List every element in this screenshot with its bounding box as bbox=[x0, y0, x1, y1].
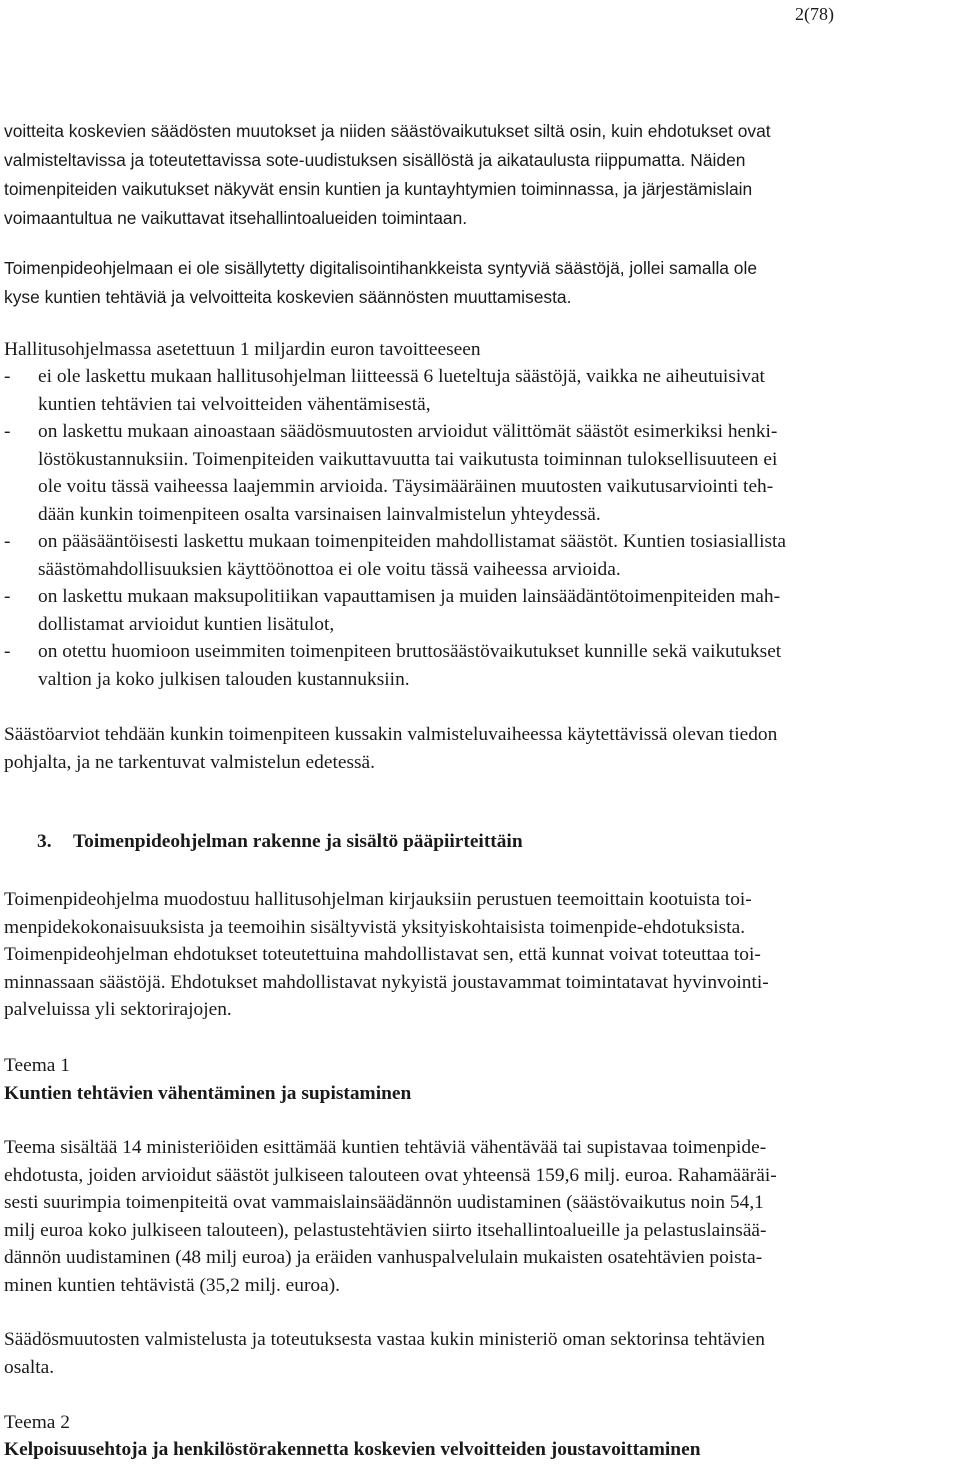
bullet-marker: - bbox=[4, 586, 11, 607]
theme-2-label: Teema 2 bbox=[4, 1412, 70, 1433]
paragraph-ministry-responsibility bbox=[4, 1326, 959, 1381]
text-line: kuntien tehtävien tai velvoitteiden vähentämisestä, bbox=[38, 393, 431, 415]
text-line: osalta. bbox=[4, 1356, 55, 1378]
paragraph-program-structure bbox=[4, 886, 959, 1024]
text-line: Teema sisältää 14 ministeriöiden esittämää kuntien tehtäviä vähentävää tai supistavaa toimenpide- bbox=[4, 1137, 767, 1158]
text-line: on laskettu mukaan maksupolitiikan vapauttamisen ja muiden lainsäädäntötoimenpiteiden mah- bbox=[38, 586, 781, 607]
text-line: voimaantultua ne vaikuttavat itsehallintoalueiden toimintaan. bbox=[4, 208, 468, 228]
text-line: pohjalta, ja ne tarkentuvat valmistelun edetessä. bbox=[4, 751, 375, 773]
text-line: kyse kuntien tehtäviä ja velvoitteita koskevien säännösten muuttamisesta. bbox=[4, 287, 572, 307]
theme-1-title: Kuntien tehtävien vähentäminen ja supistaminen bbox=[4, 1083, 412, 1104]
list-item bbox=[4, 363, 959, 418]
bullet-marker: - bbox=[4, 366, 11, 387]
text-line: Toimenpideohjelmaan ei ole sisällytetty digitalisointihankkeista syntyviä säästöjä, jollei samalla ole bbox=[4, 258, 758, 278]
text-line: ehdotusta, joiden arvioidut säästöt julkiseen talouteen ovat yhteensä 159,6 milj. euroa. Rahamääräi- bbox=[4, 1164, 777, 1186]
text-line: menpidekokonaisuuksista ja teemoihin sisältyvistä yksityiskohtaisista toimenpide-ehdotuksista. bbox=[4, 916, 746, 938]
paragraph-savings-estimates bbox=[4, 721, 959, 776]
text-line: minen kuntien tehtävistä (35,2 milj. euroa). bbox=[4, 1274, 341, 1296]
text-line: Toimenpideohjelma muodostuu hallitusohjelman kirjauksiin perustuen teemoittain kootuista toi- bbox=[4, 889, 752, 910]
paragraph-billion-target-intro: Hallitusohjelmassa asetettuun 1 miljardin euron tavoitteeseen bbox=[4, 339, 481, 360]
bullet-marker: - bbox=[4, 421, 11, 442]
text-line: löstökustannuksiin. Toimenpiteiden vaikuttavuutta tai vaikutusta toiminnan tuloksellisuuteen ei bbox=[38, 448, 778, 470]
text-line: ole voitu tässä vaiheessa laajemmin arvioida. Täysimääräinen muutosten vaikutusarviointi teh- bbox=[38, 476, 774, 497]
text-line: sesti suurimpia toimenpiteitä ovat vammaislainsäädännön uudistaminen (säästövaikutus noin 54,1 bbox=[4, 1192, 764, 1213]
section-3-heading bbox=[37, 831, 523, 853]
paragraph-digitalisation bbox=[4, 254, 959, 312]
text-line: voitteita koskevien säädösten muutokset ja niiden säästövaikutukset siltä osin, kuin ehdotukset ovat bbox=[4, 121, 771, 141]
text-line: valmisteltavissa ja toteutettavissa sote-uudistuksen sisällöstä ja aikataulusta riippumatta. Näiden bbox=[4, 150, 746, 170]
text-line: Toimenpideohjelman ehdotukset toteutettuina mahdollistavat sen, että kunnat voivat toteuttaa toi- bbox=[4, 944, 761, 965]
text-line: dollistamat arvioidut kuntien lisätulot, bbox=[38, 613, 335, 635]
text-line: minnassaan säästöjä. Ehdotukset mahdollistavat nykyistä joustavammat toimintatavat hyvinvointi- bbox=[4, 971, 769, 993]
text-line: milj euroa koko julkiseen talouteen), pelastustehtävien siirto itsehallintoalueille ja pelastuslainsää- bbox=[4, 1219, 767, 1241]
section-number: 3. bbox=[37, 831, 52, 852]
theme-1-label: Teema 1 bbox=[4, 1055, 70, 1076]
text-line: on pääsääntöisesti laskettu mukaan toimenpiteiden mahdollistamat säästöt. Kuntien tosiasiallista bbox=[38, 531, 786, 552]
section-title: Toimenpideohjelman rakenne ja sisältö pääpiirteittäin bbox=[73, 831, 523, 852]
bullet-marker: - bbox=[4, 641, 11, 662]
text-line: valtion ja koko julkisen talouden kustannuksiin. bbox=[38, 668, 410, 690]
text-line: Säästöarviot tehdään kunkin toimenpiteen kussakin valmisteluvaiheessa käytettävissä olevan tiedon bbox=[4, 724, 778, 745]
text-line: toimenpiteiden vaikutukset näkyvät ensin kuntien ja kuntayhtymien toiminnassa, ja järjestämislain bbox=[4, 179, 753, 199]
text-line: dännön uudistaminen (48 milj euroa) ja eräiden vanhuspalvelulain mukaisten osatehtävien poista- bbox=[4, 1247, 763, 1268]
text-line: on laskettu mukaan ainoastaan säädösmuutosten arvioidut välittömät säästöt esimerkiksi henki- bbox=[38, 421, 778, 442]
text-line: palveluissa yli sektorirajojen. bbox=[4, 999, 232, 1020]
bullet-marker: - bbox=[4, 531, 11, 552]
list-item bbox=[4, 528, 959, 583]
text-line: ei ole laskettu mukaan hallitusohjelman liitteessä 6 lueteltuja säästöjä, vaikka ne aiheutuisivat bbox=[38, 366, 765, 387]
paragraph-theme-1 bbox=[4, 1134, 959, 1299]
list-item bbox=[4, 583, 959, 638]
theme-2-title: Kelpoisuusehtoja ja henkilöstörakennetta koskevien velvoitteiden joustavoittaminen bbox=[4, 1439, 701, 1460]
text-line: on otettu huomioon useimmiten toimenpiteen bruttosäästövaikutukset kunnille sekä vaikutukset bbox=[38, 641, 782, 662]
paragraph-intro-continuation bbox=[4, 117, 959, 233]
text-line: dään kunkin toimenpiteen osalta varsinaisen lainvalmistelun yhteydessä. bbox=[38, 503, 601, 525]
savings-criteria-list bbox=[4, 363, 959, 693]
text-line: Säädösmuutosten valmistelusta ja toteutuksesta vastaa kukin ministeriö oman sektorinsa tehtävien bbox=[4, 1329, 765, 1350]
page-number: 2(78) bbox=[795, 4, 834, 24]
list-item bbox=[4, 638, 959, 693]
text-line: säästömahdollisuuksien käyttöönottoa ei ole voitu tässä vaiheessa arvioida. bbox=[38, 558, 621, 580]
list-item bbox=[4, 418, 959, 528]
